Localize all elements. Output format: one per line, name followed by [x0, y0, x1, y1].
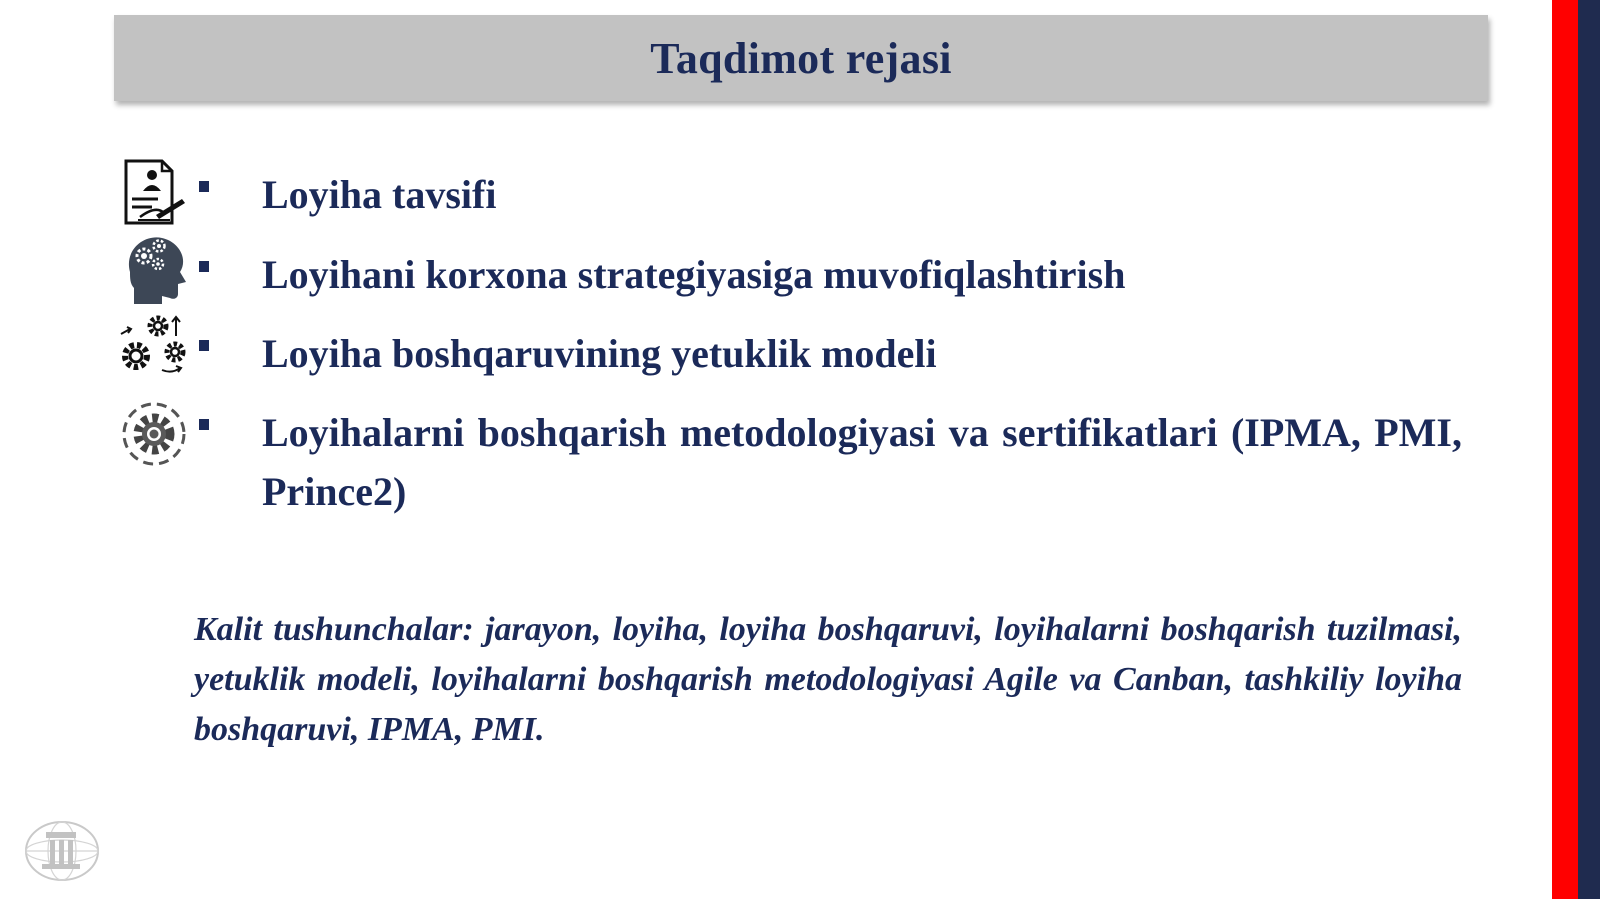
bullet [199, 340, 209, 351]
gear-circle-icon [118, 398, 190, 470]
title-bar [114, 15, 1488, 101]
bullet [199, 181, 209, 192]
university-logo-icon [22, 818, 102, 884]
side-stripe-navy [1578, 0, 1600, 899]
bullet [199, 261, 209, 272]
item-text: Loyihani korxona strategiyasiga muvofiqlashtirish [262, 252, 1126, 297]
item-text: Loyiha tavsifi [262, 172, 497, 217]
item-text: Loyihalarni boshqarish metodologiyasi va sertifikatlari (IPMA, PMI, Prince2) [262, 410, 1462, 514]
head-gears-icon [118, 232, 190, 304]
gears-cycle-icon [118, 312, 190, 384]
key-concepts-text: Kalit tushunchalar: jarayon, loyiha, loyiha boshqaruvi, loyihalarni boshqarish tuzilmasi, yetuklik modeli, loyihalarni boshqarish metodologiyasi Agile va Canban, tashkiliy loyiha boshqaruvi, IPMA, PMI. [194, 611, 1462, 748]
item-text: Loyiha boshqaruvining yetuklik modeli [262, 331, 937, 376]
side-stripe-red [1552, 0, 1578, 899]
slide-title: Taqdimot rejasi [650, 33, 952, 83]
document-signature-icon [118, 157, 190, 229]
bullet [199, 419, 209, 430]
